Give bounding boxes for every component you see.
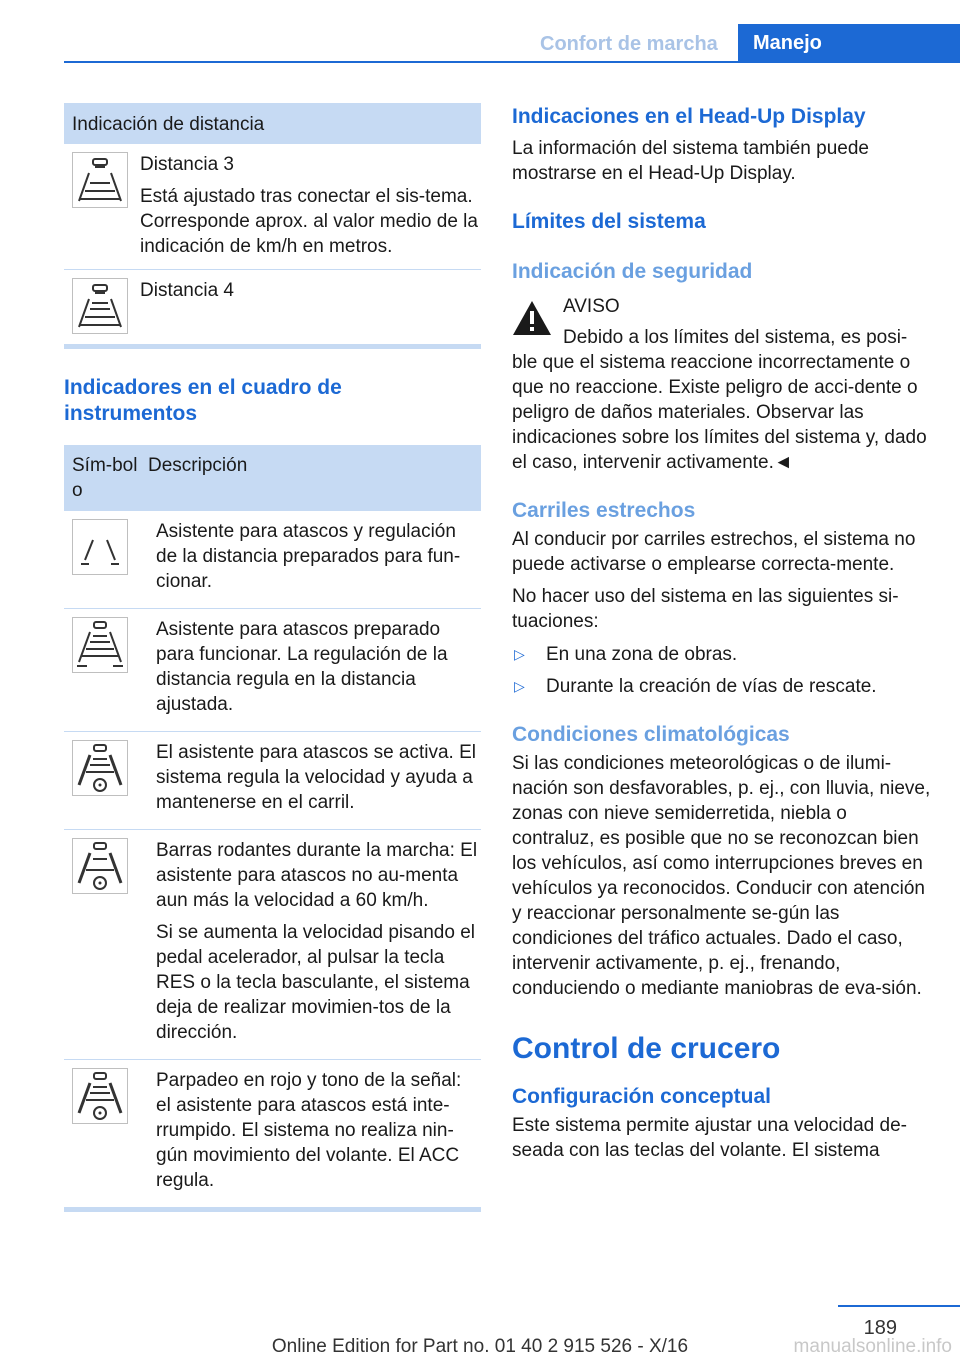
instrument-row-3-description: El asistente para atascos se activa. El sistema regula la velocidad y ayuda a mantenerse en el carril. — [156, 742, 476, 813]
table-row — [64, 510, 481, 608]
page-number: 189 — [863, 1317, 897, 1339]
instruments-table-header — [64, 445, 481, 510]
table-row — [64, 829, 481, 1059]
safety-note-title: Indicación de seguridad — [512, 260, 753, 283]
bullet-triangle-icon: ▷ — [514, 678, 525, 694]
list-item — [512, 674, 932, 699]
hud-title: Indicaciones en el Head-Up Display — [512, 105, 866, 128]
distance-3-title: Distancia 3 — [140, 154, 234, 175]
instrument-row-1-description: Asistente para atascos y regulación de la distancia preparados para fun-cionar. — [156, 521, 461, 592]
warning-text: Debido a los límites del sistema, es posi-ble que el sistema reaccione incorrectamente o que no reaccione. Existe peligro de acci-dente o peligro de daños materiales. Observar las indicaciones sobre los límites del sistema y, dado el caso, intervenir activamente.◄ — [512, 327, 927, 473]
bullet-triangle-icon: ▷ — [514, 646, 525, 662]
list-item — [512, 642, 932, 667]
table-row — [64, 731, 481, 829]
narrow-lanes-title: Carriles estrechos — [512, 499, 696, 522]
list-item-text: Durante la creación de vías de rescate. — [546, 676, 877, 697]
list-item-text: En una zona de obras. — [546, 644, 738, 665]
concept-title: Configuración conceptual — [512, 1085, 772, 1108]
instruments-table — [64, 445, 481, 1212]
table-end-rule — [64, 1207, 481, 1212]
narrow-lanes-text-2: No hacer uso del sistema en las siguientes si-tuaciones: — [512, 586, 899, 632]
rolling-bars-icon — [72, 838, 128, 894]
instrument-row-2-description: Asistente para atascos preparado para funcionar. La regulación de la distancia regula en la distancia ajustada. — [156, 619, 448, 715]
distance-3-description — [140, 152, 481, 259]
right-column — [512, 103, 932, 1163]
column-header-symbol: Sím-bolo — [72, 455, 138, 501]
weather-title: Condiciones climatológicas — [512, 723, 790, 746]
header-rule — [64, 61, 960, 63]
watermark: manualsonline.info — [793, 1336, 952, 1357]
lane-lines-icon — [72, 519, 128, 575]
table-end-rule — [64, 344, 481, 349]
header-chapter-tab — [738, 24, 960, 62]
narrow-lanes-text-1: Al conducir por carriles estrechos, el sistema no puede activarse o emplearse correcta-mente. — [512, 529, 916, 575]
left-column — [64, 103, 481, 1212]
distance-3-icon — [72, 152, 128, 208]
edition-footer: Online Edition for Part no. 01 40 2 915 526 - X/16 — [271, 1336, 689, 1357]
weather-text: Si las condiciones meteorológicas o de ilumi-nación son desfavorables, p. ej., con lluvia, nieve, zonas con nieve semiderretida, niebla o contraluz, es posible que no se reconozcan bien los vehículos, así como interrupciones breves en vehículos ya reconocidos. Conducir con atención y reaccionar personalmente se-gún las condiciones del tráfico actuales. Dado el caso, intervenir activamente, p. ej., frenando, conduciendo o mediante maniobras de eva-sión. — [512, 753, 931, 999]
distance-4-icon — [72, 278, 128, 334]
instruments-title: Indicadores en el cuadro de instrumentos — [64, 376, 342, 425]
column-header-description: Descripción — [148, 455, 248, 476]
instrument-row-5-description: Parpadeo en rojo y tono de la señal: el asistente para atascos está inte-rrumpido. El sistema no realiza nin-gún movimiento del volante. El ACC regula. — [156, 1070, 462, 1191]
situations-list — [512, 642, 932, 699]
instrument-row-4-paragraph-1: Barras rodantes durante la marcha: El asistente para atascos no au-menta aun más la velocidad a 60 km/h. — [156, 840, 478, 911]
instrument-row-4-paragraph-2: Si se aumenta la velocidad pisando el pedal acelerador, al pulsar la tecla RES o la tecla basculante, el sistema deja de realizar movimien-tos de la dirección. — [156, 922, 475, 1043]
distance-table — [64, 103, 481, 349]
warning-block — [512, 294, 932, 475]
distance-3-text: Está ajustado tras conectar el sis-tema. Corresponde aprox. al valor medio de la indicación de km/h en metros. — [140, 186, 478, 257]
instrument-row-4-description — [156, 838, 478, 1045]
distance-4-title: Distancia 4 — [140, 280, 234, 301]
footer-rule — [838, 1305, 960, 1307]
traffic-jam-ready-icon — [72, 617, 128, 673]
interrupted-red-icon — [72, 1068, 128, 1124]
warning-label: AVISO — [563, 296, 620, 317]
header-chapter-label: Manejo — [753, 32, 822, 54]
hud-text: La información del sistema también puede mostrarse en el Head-Up Display. — [512, 138, 869, 184]
table-row — [64, 143, 481, 269]
table-row — [64, 608, 481, 731]
table-row — [64, 269, 481, 344]
warning-triangle-icon — [512, 300, 552, 336]
cruise-control-title: Control de crucero — [512, 1032, 781, 1065]
traffic-jam-active-icon — [72, 740, 128, 796]
distance-4-description — [140, 278, 234, 334]
distance-table-header: Indicación de distancia — [64, 103, 481, 143]
header-section-title: Confort de marcha — [540, 33, 718, 55]
system-limits-title: Límites del sistema — [512, 210, 706, 233]
concept-text: Este sistema permite ajustar una velocidad de-seada con las teclas del volante. El sistema — [512, 1115, 907, 1161]
table-row — [64, 1059, 481, 1207]
